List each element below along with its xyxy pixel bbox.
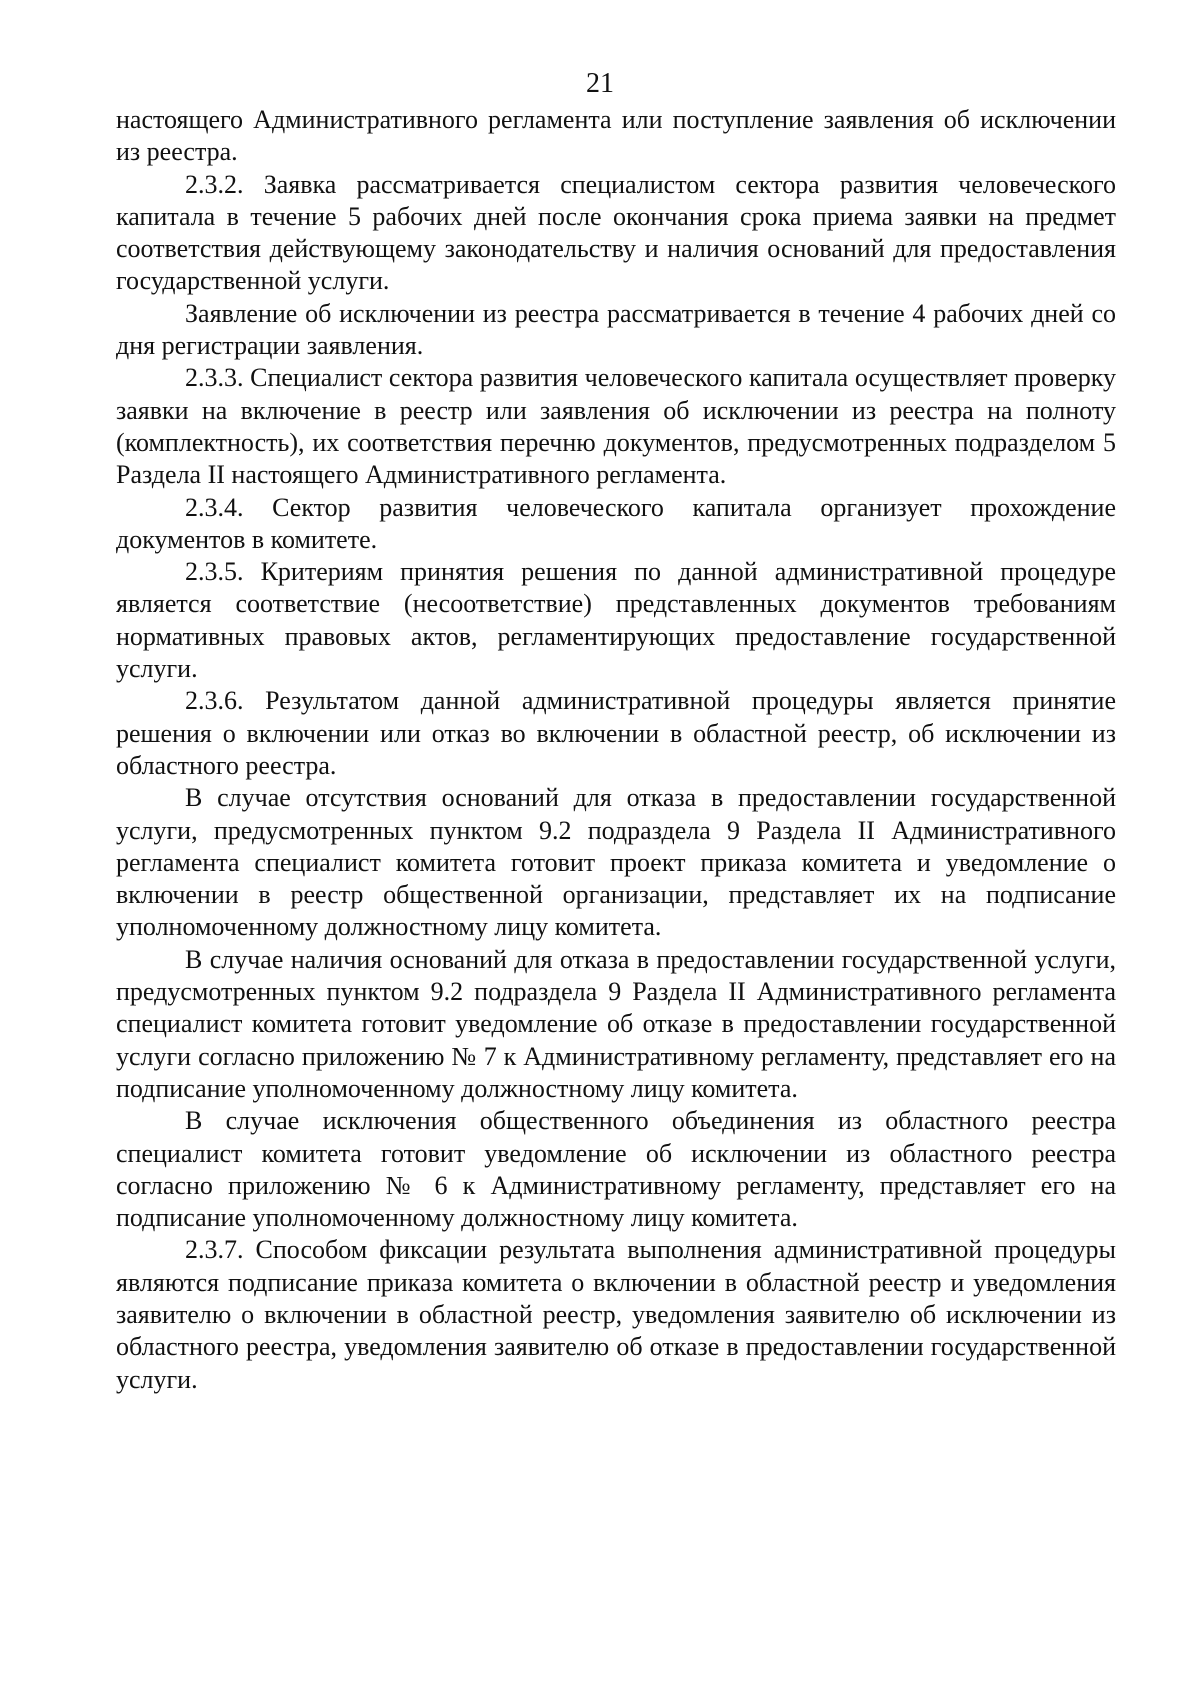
paragraph-exclusion-notice: В случае исключения общественного объединения из областного реестра специалист комитета готовит уведомление об исключении из областного реестра согласно приложению № 6 к Административному регламенту, представляет его на подписание уполномоченному должностному лицу комитета. bbox=[116, 1106, 1116, 1233]
paragraph-no-grounds-refusal: В случае отсутствия оснований для отказа в предоставлении государственной услуги, предусмотренных пунктом 9.2 подраздела 9 Раздела II Административного регламента специалист комитета готовит проект приказа комитета и уведомление о включении в реестр общественной организации, представляет их на подписание уполномоченному должностному лицу комитета. bbox=[116, 783, 1116, 942]
paragraph-exclusion-review: Заявление об исключении из реестра рассматривается в течение 4 рабочих дней со дня регистрации заявления. bbox=[116, 298, 1116, 361]
page-number: 21 bbox=[586, 68, 614, 99]
paragraph-2-3-6: 2.3.6. Результатом данной административной процедуры является принятие решения о включении или отказ во включении в областной реестр, об исключении из областного реестра. bbox=[116, 686, 1116, 780]
paragraph-grounds-refusal: В случае наличия оснований для отказа в предоставлении государственной услуги, предусмотренных пунктом 9.2 подраздела 9 Раздела II Административного регламента специалист комитета готовит уведомление об отказе в предоставлении государственной услуги согласно приложению № 7 к Административному регламенту, представляет его на подписание уполномоченному должностному лицу комитета. bbox=[116, 944, 1116, 1103]
paragraph-continuation: настоящего Административного регламента или поступление заявления об исключении из реестра. bbox=[116, 105, 1116, 167]
paragraph-2-3-7: 2.3.7. Способом фиксации результата выполнения административной процедуры являются подписание приказа комитета о включении в областной реестр и уведомления заявителю о включении в областной реестр, уведомления заявителю об исключении из областного реестра, уведомления заявителю об отказе в предоставлении государственной услуги. bbox=[116, 1235, 1116, 1394]
paragraph-2-3-2: 2.3.2. Заявка рассматривается специалистом сектора развития человеческого капитала в течение 5 рабочих дней после окончания срока приема заявки на предмет соответствия действующему законодательству и наличия оснований для предоставления государственной услуги. bbox=[116, 169, 1116, 296]
document-body bbox=[116, 104, 1116, 1396]
paragraph-2-3-4: 2.3.4. Сектор развития человеческого капитала организует прохождение документов в комитете. bbox=[116, 492, 1116, 554]
paragraph-2-3-3: 2.3.3. Специалист сектора развития человеческого капитала осуществляет проверку заявки на включение в реестр или заявления об исключении из реестра на полноту (комплектность), их соответствия перечню документов, предусмотренных подразделом 5 Раздела II настоящего Административного регламента. bbox=[116, 363, 1116, 490]
paragraph-2-3-5: 2.3.5. Критериям принятия решения по данной административной процедуре является соответствие (несоответствие) представленных документов требованиям нормативных правовых актов, регламентирующих предоставление государственной услуги. bbox=[116, 557, 1116, 684]
